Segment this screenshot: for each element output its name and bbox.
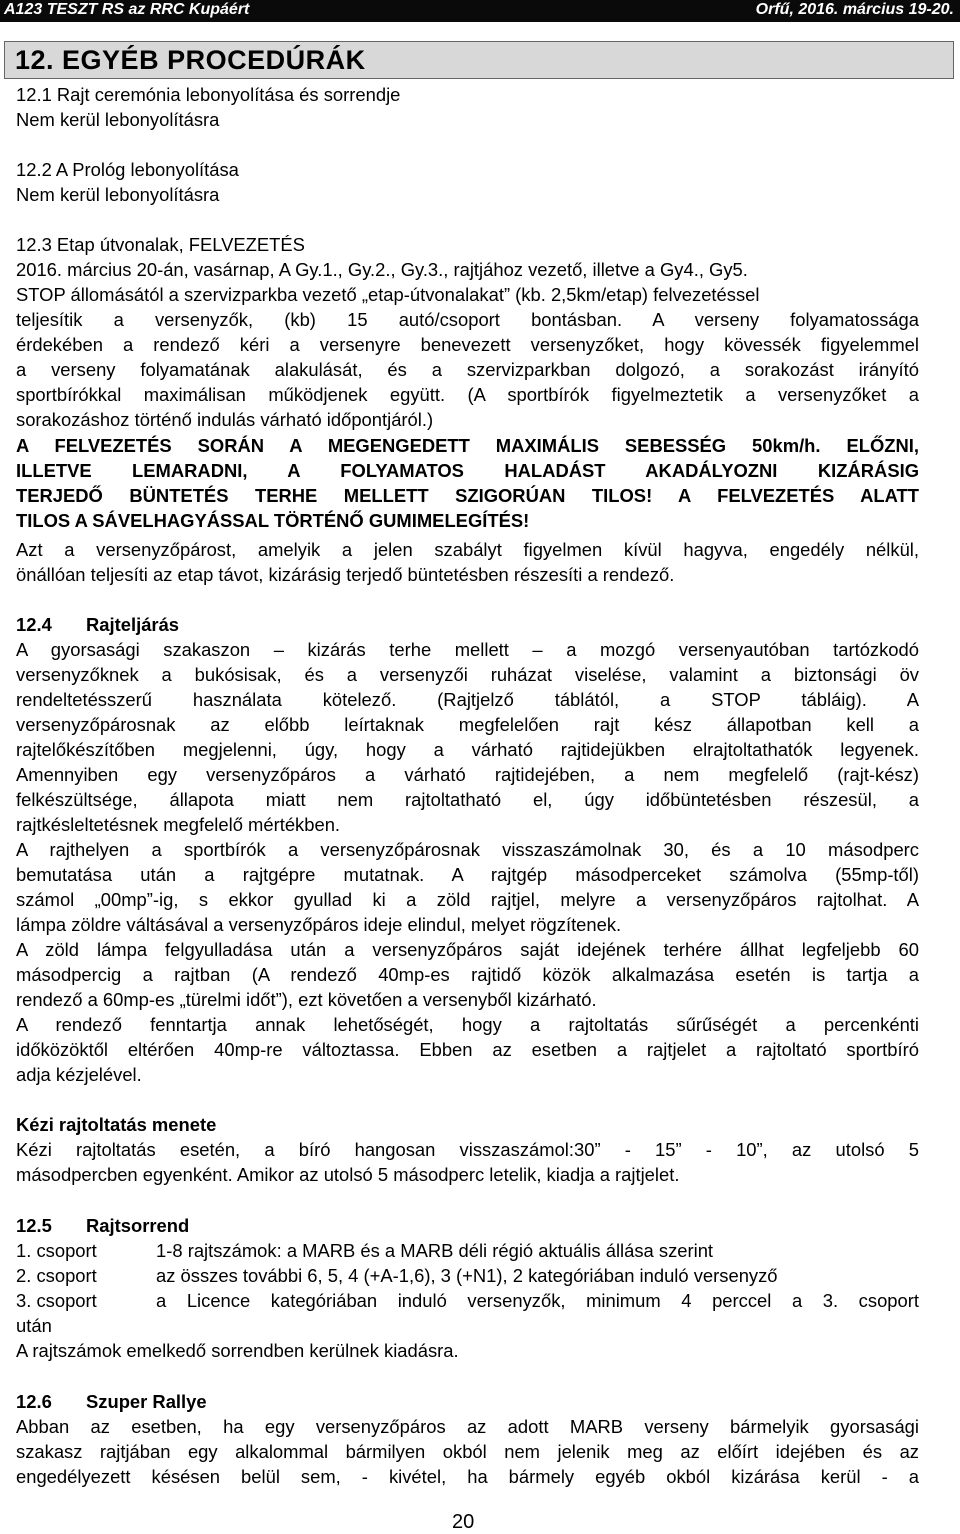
paragraph-line: bemutatása után a rajtgépre mutatnak. A rajtgép másodperceket számolva (55mp-től): [16, 864, 919, 885]
paragraph-line: időközöktől eltérően 40mp-re változtassa. Ebben az esetben a rajtjelet a rajtoltató sportbíró: [16, 1039, 919, 1060]
section-title: Szuper Rallye: [86, 1391, 207, 1412]
paragraph-line: felkészültsége, állapota miatt nem rajtoltatható el, úgy időbüntetésben részesül, a: [16, 789, 919, 810]
group-text: 1-8 rajtszámok: a MARB és a MARB déli régió aktuális állása szerint: [156, 1240, 714, 1261]
section-title: Rajtsorrend: [86, 1215, 190, 1236]
section-number: 12.5: [16, 1215, 52, 1236]
section-12-6-heading: [16, 1389, 207, 1414]
paragraph-line: lámpa zöldre váltásával a versenyzőpáros ideje elindul, melyet rögzítenek.: [16, 914, 622, 935]
paragraph-line: 2016. március 20-án, vasárnap, A Gy.1., Gy.2., Gy.3., rajtjához vezető, illetve a Gy4., Gy5.: [16, 259, 748, 280]
section-12-1-heading: 12.1 Rajt ceremónia lebonyolítása és sorrendje: [16, 84, 401, 105]
paragraph-line: sportbírókkal maximálisan működjenek együtt. (A sportbírók figyelmeztetik a versenyzőket a: [16, 384, 919, 405]
paragraph-line: sorakozáshoz történő indulás várható időpontjáról.): [16, 409, 434, 430]
paragraph-line: A rajthelyen a sportbírók a versenyzőpárosnak visszaszámolnak 30, és a 10 másodperc: [16, 839, 919, 860]
paragraph-line: A gyorsasági szakaszon – kizárás terhe mellett – a mozgó versenyautóban tartózkodó: [16, 639, 919, 660]
paragraph-line: A rendező fenntartja annak lehetőségét, hogy a rajtoltatás sűrűségét a percenkénti: [16, 1014, 919, 1035]
paragraph-line: érdekében a rendező kéri a versenyre benevezett versenyzőket, hogy kövessék figyelemmel: [16, 334, 919, 355]
section-12-5-heading: [16, 1213, 189, 1238]
page-number: 20: [452, 1511, 475, 1533]
paragraph-line: másodpercig a rajtban (A rendező 40mp-es rajtidő közök alkalmazása esetén is tartja a: [16, 964, 919, 985]
paragraph-line: versenyzőpárosnak az előbb leírtaknak megfelelően rajt kész állapotban kell a: [16, 714, 919, 735]
bold-warning-line: TERJEDŐ BÜNTETÉS TERHE MELLETT SZIGORÚAN TILOS! A FELVEZETÉS ALATT: [16, 485, 919, 506]
group-label: 1. csoport: [16, 1240, 97, 1261]
paragraph-line: rajtkésleltetésnek megfelelő mértékben.: [16, 814, 341, 835]
paragraph-line: önállóan teljesíti az etap távot, kizárásig terjedő büntetésben részesíti a rendező.: [16, 564, 675, 585]
chapter-title-box: [4, 41, 954, 79]
group-text-continuation: után: [16, 1315, 52, 1336]
section-12-4-heading: [16, 612, 179, 637]
paragraph-line: másodpercben egyenként. Amikor az utolsó 5 másodperc letelik, kiadja a rajtjelet.: [16, 1164, 680, 1185]
paragraph-line: rajtelőkészítőben megjelenni, úgy, hogy a várható rajtidejükben elrajtoltathatók legyenek.: [16, 739, 919, 760]
paragraph-line: Kézi rajtoltatás esetén, a bíró hangosan visszaszámol:30” - 15” - 10”, az utolsó 5: [16, 1139, 919, 1160]
group-label: 2. csoport: [16, 1265, 97, 1286]
manual-start-heading: Kézi rajtoltatás menete: [16, 1114, 217, 1135]
paragraph-line: a verseny folyamatának alakulását, és a szervizparkban dolgozó, a sorakozást irányító: [16, 359, 919, 380]
section-title: Rajteljárás: [86, 614, 180, 635]
paragraph-line: A rajtszámok emelkedő sorrendben kerülnek kiadásra.: [16, 1340, 459, 1361]
paragraph-line: Azt a versenyzőpárost, amelyik a jelen szabályt figyelmen kívül hagyva, engedély nélkül,: [16, 539, 919, 560]
paragraph-line: versenyzőknek a bukósisak, és a versenyzői ruházat viselése, valamint a biztonsági öv: [16, 664, 919, 685]
group-text: az összes további 6, 5, 4 (+A-1,6), 3 (+N1), 2 kategóriában induló versenyző: [156, 1265, 778, 1286]
section-12-1-text: Nem kerül lebonyolításra: [16, 109, 220, 130]
paragraph-line: Amennyiben egy versenyzőpáros a várható rajtidejében, a nem megfelelő (rajt-kész): [16, 764, 919, 785]
paragraph-line: számol „00mp”-ig, s ekkor gyullad ki a zöld rajtjel, melyre a versenyzőpáros rajtolhat. A: [16, 889, 919, 910]
paragraph-line: teljesítik a versenyzők, (kb) 15 autó/csoport bontásban. A verseny folyamatossága: [16, 309, 919, 330]
bold-warning-line: TILOS A SÁVELHAGYÁSSAL TÖRTÉNŐ GUMIMELEGÍTÉS!: [16, 510, 530, 531]
paragraph-line: adja kézjelével.: [16, 1064, 142, 1085]
section-number: 12.4: [16, 614, 52, 635]
paragraph-line: rendeltetésszerű használata kötelező. (Rajtjelző táblától, a STOP tábláig). A: [16, 689, 919, 710]
chapter-title: 12. EGYÉB PROCEDÚRÁK: [15, 45, 366, 75]
paragraph-line: A zöld lámpa felgyulladása után a versenyzőpáros saját idejének terhére állhat legfeljebb 60: [16, 939, 919, 960]
bold-warning-line: ILLETVE LEMARADNI, A FOLYAMATOS HALADÁST AKADÁLYOZNI KIZÁRÁSIG: [16, 460, 919, 481]
paragraph-line: szakasz rajtjában egy alkalommal bármilyen okból nem jelenik meg az előírt idejében és az: [16, 1441, 919, 1462]
paragraph-line: STOP állomásától a szervizparkba vezető „etap-útvonalakat” (kb. 2,5km/etap) felvezetéssel: [16, 284, 760, 305]
group-text: a Licence kategóriában induló versenyzők, minimum 4 perccel a 3. csoport: [156, 1290, 919, 1311]
bold-warning-line: A FELVEZETÉS SORÁN A MEGENGEDETT MAXIMÁLIS SEBESSÉG 50km/h. ELŐZNI,: [16, 435, 919, 456]
paragraph-line: engedélyezett késésen belül sem, - kivétel, ha bármely egyéb okból kizárása kerül - a: [16, 1466, 919, 1487]
paragraph-line: rendező a 60mp-es „türelmi időt”), ezt követően a versenyből kizárható.: [16, 989, 597, 1010]
header-place-date: Orfű, 2016. március 19-20.: [755, 1, 954, 18]
section-12-2-heading: 12.2 A Prológ lebonyolítása: [16, 159, 239, 180]
section-12-3-heading: 12.3 Etap útvonalak, FELVEZETÉS: [16, 234, 305, 255]
section-number: 12.6: [16, 1391, 52, 1412]
section-12-2-text: Nem kerül lebonyolításra: [16, 184, 220, 205]
running-header: [0, 0, 960, 22]
group-label: 3. csoport: [16, 1290, 97, 1311]
header-event-title: A123 TESZT RS az RRC Kupáért: [4, 1, 250, 18]
paragraph-line: Abban az esetben, ha egy versenyzőpáros az adott MARB verseny bármelyik gyorsasági: [16, 1416, 919, 1437]
